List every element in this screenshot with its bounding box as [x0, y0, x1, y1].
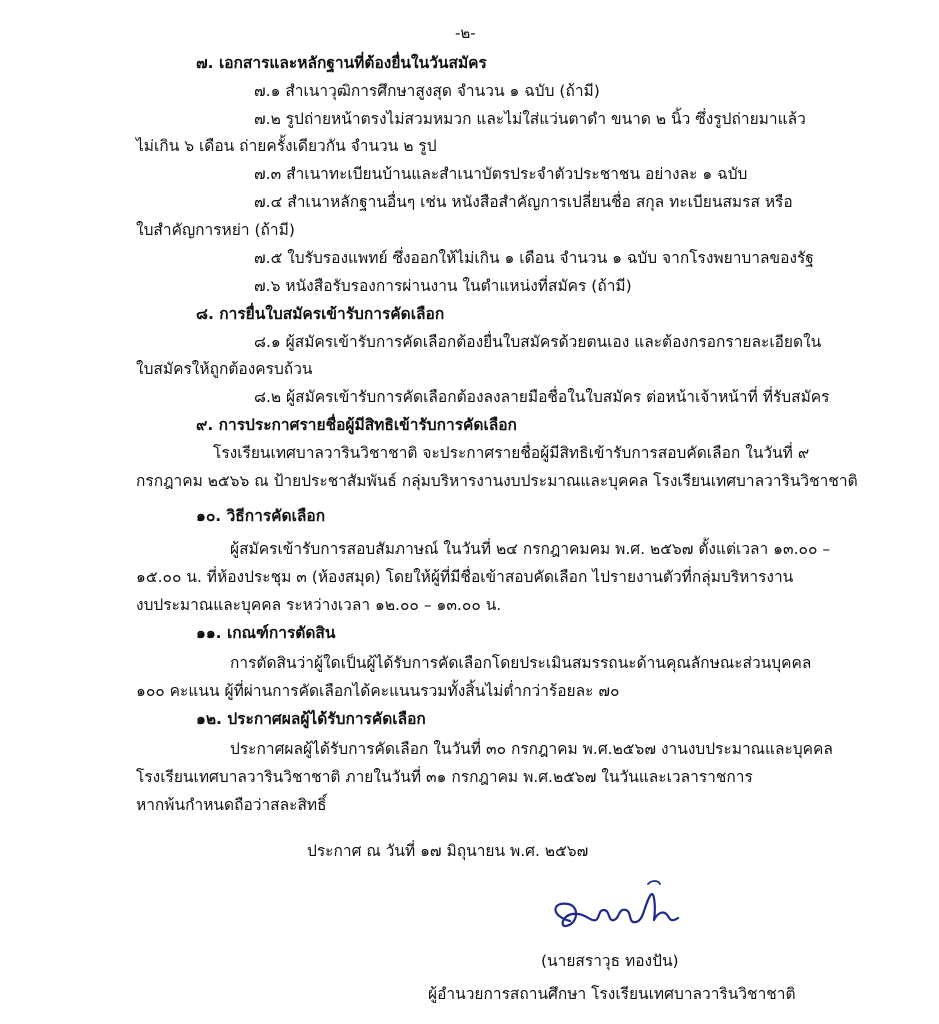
section-9-para-line2: กรกฎาคม ๒๕๖๖ ณ ป้ายประชาสัมพันธ์ กลุ่มบริหารงานงบประมาณและบุคคล โรงเรียนเทศบาลวารินวิชาชาติ [136, 472, 858, 490]
section-11-heading: ๑๑. เกณฑ์การตัดสิน [196, 624, 336, 642]
item-7-4-line1: ๗.๔ สำเนาหลักฐานอื่นๆ เช่น หนังสือสำคัญการเปลี่ยนชื่อ สกุล ทะเบียนสมรส หรือ [254, 193, 793, 211]
signer-name: (นายสราวุธ ทองปัน) [541, 952, 679, 970]
section-12-para-line3: หากพ้นกำหนดถือว่าสละสิทธิ์ [136, 796, 327, 814]
announcement-date: ประกาศ ณ วันที่ ๑๗ มิถุนายน พ.ศ. ๒๕๖๗ [307, 842, 589, 860]
item-8-1-line2: ใบสมัครให้ถูกต้องครบถ้วน [136, 360, 313, 378]
section-12-para-line2: โรงเรียนเทศบาลวารินวิชาชาติ ภายในวันที่ ๓๑ กรกฎาคม พ.ศ.๒๕๖๗ ในวันและเวลาราชการ [136, 768, 753, 786]
item-7-1: ๗.๑ สำเนาวุฒิการศึกษาสูงสุด จำนวน ๑ ฉบับ (ถ้ามี) [254, 82, 600, 100]
item-7-3: ๗.๓ สำเนาทะเบียนบ้านและสำเนาบัตรประจำตัวประชาชน อย่างละ ๑ ฉบับ [254, 165, 748, 183]
item-8-1-line1: ๘.๑ ผู้สมัครเข้ารับการคัดเลือกต้องยื่นใบสมัครด้วยตนเอง และต้องกรอกรายละเอียดใน [254, 333, 822, 351]
section-10-para-line1: ผู้สมัครเข้ารับการสอบสัมภาษณ์ ในวันที่ ๒๔ กรกฎาคมคม พ.ศ. ๒๕๖๗ ตั้งแต่เวลา ๑๓.๐๐ – [230, 540, 831, 558]
signature-icon [540, 876, 700, 946]
item-7-5: ๗.๕ ใบรับรองแพทย์ ซึ่งออกให้ไม่เกิน ๑ เดือน จำนวน ๑ ฉบับ จากโรงพยาบาลของรัฐ [254, 249, 814, 267]
section-11-para-line1: การตัดสินว่าผู้ใดเป็นผู้ได้รับการคัดเลือกโดยประเมินสมรรถนะด้านคุณลักษณะส่วนบุคคล [230, 654, 812, 672]
section-9-para-line1: โรงเรียนเทศบาลวารินวิชาชาติ จะประกาศรายชื่อผู้มีสิทธิเข้ารับการสอบคัดเลือก ในวันที่ ๙ [213, 444, 810, 462]
item-7-2-line1: ๗.๒ รูปถ่ายหน้าตรงไม่สวมหมวก และไม่ใส่แว่นตาดำ ขนาด ๒ นิ้ว ซึ่งรูปถ่ายมาแล้ว [254, 110, 806, 128]
item-7-2-line2: ไม่เกิน ๖ เดือน ถ่ายครั้งเดียวกัน จำนวน ๒ รูป [136, 137, 437, 155]
section-10-heading: ๑๐. วิธีการคัดเลือก [196, 507, 326, 525]
section-7-heading: ๗. เอกสารและหลักฐานที่ต้องยื่นในวันสมัคร [196, 54, 487, 72]
item-7-6: ๗.๖ หนังสือรับรองการผ่านงาน ในตำแหน่งที่สมัคร (ถ้ามี) [254, 277, 632, 295]
item-8-2: ๘.๒ ผู้สมัครเข้ารับการคัดเลือกต้องลงลายมือชื่อในใบสมัคร ต่อหน้าเจ้าหน้าที่ ที่รับสมัคร [254, 388, 830, 406]
page-number: -๒- [455, 24, 476, 42]
section-11-para-line2: ๑๐๐ คะแนน ผู้ที่ผ่านการคัดเลือกได้คะแนนรวมทั้งสิ้นไม่ต่ำกว่าร้อยละ ๗๐ [136, 682, 620, 700]
item-7-4-line2: ใบสำคัญการหย่า (ถ้ามี) [136, 221, 295, 239]
section-8-heading: ๘. การยื่นใบสมัครเข้ารับการคัดเลือก [196, 305, 445, 323]
section-9-heading: ๙. การประกาศรายชื่อผู้มีสิทธิเข้ารับการคัดเลือก [196, 416, 517, 434]
section-12-para-line1: ประกาศผลผู้ได้รับการคัดเลือก ในวันที่ ๓๐ กรกฎาคม พ.ศ.๒๕๖๗ งานงบประมาณและบุคคล [230, 740, 833, 758]
section-10-para-line3: งบประมาณและบุคคล ระหว่างเวลา ๑๒.๐๐ – ๑๓.๐๐ น. [136, 596, 502, 614]
signer-title: ผู้อำนวยการสถานศึกษา โรงเรียนเทศบาลวารินวิชาชาติ [428, 985, 796, 1003]
section-12-heading: ๑๒. ประกาศผลผู้ได้รับการคัดเลือก [196, 710, 426, 728]
section-10-para-line2: ๑๕.๐๐ น. ที่ห้องประชุม ๓ (ห้องสมุด) โดยให้ผู้ที่มีชื่อเข้าสอบคัดเลือก ไปรายงานตัวที่กลุ่มบริหารงาน [136, 568, 794, 586]
